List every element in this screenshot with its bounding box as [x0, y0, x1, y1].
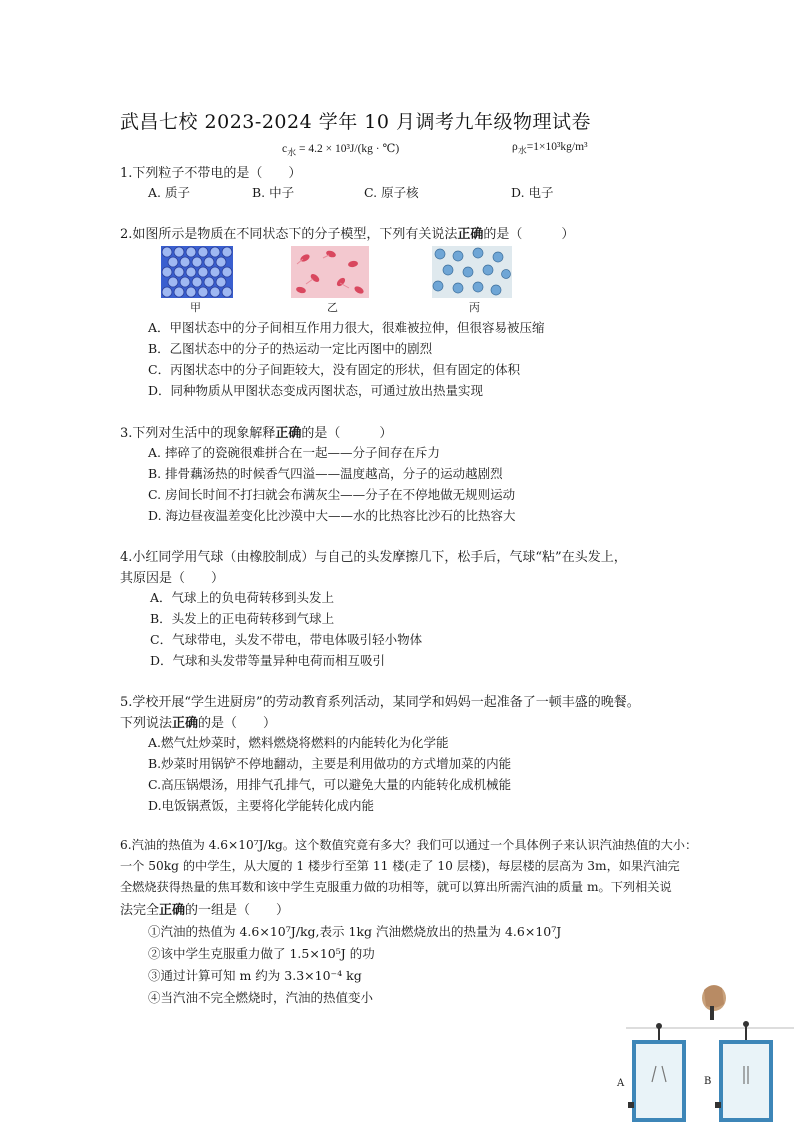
q3-stem-pre: 3.下列对生活中的现象解释	[120, 426, 276, 441]
q6-stem-line1: 6.汽油的热值为 4.6×10⁷J/kg。这个数值究竟有多大？我们可以通过一个具体例子来认识汽油热值的大小：	[120, 838, 698, 852]
q2-option-d: D．同种物质从甲图状态变成丙图状态，可通过放出热量实现	[148, 383, 484, 398]
gas-molecule-model-image	[432, 246, 512, 298]
q4-stem-line2: 其原因是（ ）	[120, 571, 225, 586]
constant-c-water	[282, 141, 399, 158]
q4-option-c: C．气球带电，头发不带电，带电体吸引轻小物体	[150, 632, 423, 647]
q5-option-d: D.电饭锅煮饭，主要将化学能转化成内能	[148, 798, 375, 813]
q2-stem-emphasis: 正确	[457, 227, 484, 242]
q1-option-b: B. 中子	[252, 185, 295, 200]
q5-option-a: A.燃气灶炒菜时，燃料燃烧将燃料的内能转化为化学能	[148, 735, 449, 750]
q6-statement-2: ②该中学生克服重力做了 1.5×10⁵J 的功	[148, 946, 375, 961]
rho-water-value: =1×10³kg/m³	[526, 141, 588, 153]
apparatus-label-b: B	[704, 1076, 712, 1087]
q5-stem-line1: 5.学校开展“学生进厨房”的劳动教育系列活动，某同学和妈妈一起准备了一顿丰盛的晚餐。	[120, 695, 640, 710]
q4-option-a: A．气球上的负电荷转移到头发上	[150, 590, 335, 605]
electroscope-apparatus-image	[612, 982, 794, 1123]
q1-option-a: A. 质子	[148, 185, 190, 200]
caption-bing: 丙	[469, 301, 480, 314]
q2-option-a: A．甲图状态中的分子间相互作用力很大，很难被拉伸，但很容易被压缩	[148, 320, 545, 335]
q5-option-b: B.炒菜时用锅铲不停地翻动，主要是利用做功的方式增加菜的内能	[148, 756, 512, 771]
q5-stem-line2	[120, 712, 276, 731]
q3-stem-post: 的是（ ）	[301, 426, 393, 441]
q3-stem-emphasis: 正确	[275, 426, 302, 441]
q2-stem-pre: 2.如图所示是物质在不同状态下的分子模型，下列有关说法	[120, 227, 458, 242]
q4-option-d: D．气球和头发带等量异种电荷而相互吸引	[150, 653, 386, 668]
q5-stem-emphasis: 正确	[172, 716, 199, 731]
caption-jia: 甲	[190, 301, 201, 314]
c-water-symbol: c	[282, 143, 288, 155]
q4-stem-line1: 4.小红同学用气球（由橡胶制成）与自己的头发摩擦几下，松手后，气球“粘”在头发上，	[120, 550, 627, 565]
q3-option-c: C. 房间长时间不打扫就会布满灰尘——分子在不停地做无规则运动	[148, 487, 516, 502]
apparatus-label-a: A	[617, 1078, 625, 1089]
rho-water-subscript: 水	[517, 145, 527, 156]
q6-statement-4: ④当汽油不完全燃烧时，汽油的热值变小	[148, 990, 374, 1005]
constant-rho-water	[512, 141, 588, 156]
q6-stem-post: 的一组是（ ）	[185, 903, 290, 918]
electroscope-b-icon	[715, 1021, 771, 1120]
liquid-molecule-model-image	[291, 246, 369, 298]
q1-option-c: C. 原子核	[364, 185, 419, 200]
q6-stem-pre: 法完全	[120, 903, 160, 918]
q1-option-d: D. 电子	[511, 185, 554, 200]
q1-stem: 1.下列粒子不带电的是（ ）	[120, 166, 302, 181]
q2-option-b: B．乙图状态中的分子的热运动一定比丙图中的剧烈	[148, 341, 433, 356]
c-water-subscript: 水	[287, 147, 297, 158]
q2-stem-post: 的是（ ）	[483, 227, 575, 242]
q6-stem-emphasis: 正确	[159, 903, 186, 918]
q4-option-b: B．头发上的正电荷转移到气球上	[150, 611, 335, 626]
hand-with-rod-icon	[702, 985, 726, 1020]
q2-stem	[120, 223, 574, 242]
electroscope-a-icon	[628, 1023, 684, 1120]
q3-stem	[120, 422, 392, 441]
q6-stem-line4	[120, 899, 289, 918]
q3-option-b: B. 排骨藕汤热的时候香气四溢——温度越高，分子的运动越剧烈	[148, 466, 503, 481]
q2-option-c: C．丙图状态中的分子间距较大，没有固定的形状，但有固定的体积	[148, 362, 521, 377]
solid-molecule-model-image	[161, 246, 233, 298]
c-water-value: = 4.2 × 10³J/(kg · ℃)	[296, 143, 400, 155]
caption-yi: 乙	[327, 301, 338, 314]
q5-stem-pre: 下列说法	[120, 716, 173, 731]
q6-stem-line2: 一个 50kg 的中学生，从大厦的 1 楼步行至第 11 楼(走了 10 层楼)，每层楼的层高为 3m，如果汽油完	[120, 859, 680, 873]
q3-option-a: A. 摔碎了的瓷碗很难拼合在一起——分子间存在斥力	[148, 445, 440, 460]
rho-water-symbol: ρ	[512, 141, 518, 153]
q5-stem-post: 的是（ ）	[198, 716, 277, 731]
q6-stem-line3: 全燃烧获得热量的焦耳数和该中学生克服重力做的功相等，就可以算出所需汽油的质量 m。下列相关说	[120, 880, 672, 894]
exam-title: 武昌七校 2023-2024 学年 10 月调考九年级物理试卷	[120, 111, 591, 133]
q6-statement-3: ③通过计算可知 m 约为 3.3×10⁻⁴ kg	[148, 968, 362, 983]
q6-statement-1: ①汽油的热值为 4.6×10⁷J/kg,表示 1kg 汽油燃烧放出的热量为 4.6×10⁷J	[148, 924, 562, 939]
q3-option-d: D. 海边昼夜温差变化比沙漠中大——水的比热容比沙石的比热容大	[148, 508, 516, 523]
q5-option-c: C.高压锅煨汤，用排气孔排气，可以避免大量的内能转化成机械能	[148, 777, 512, 792]
